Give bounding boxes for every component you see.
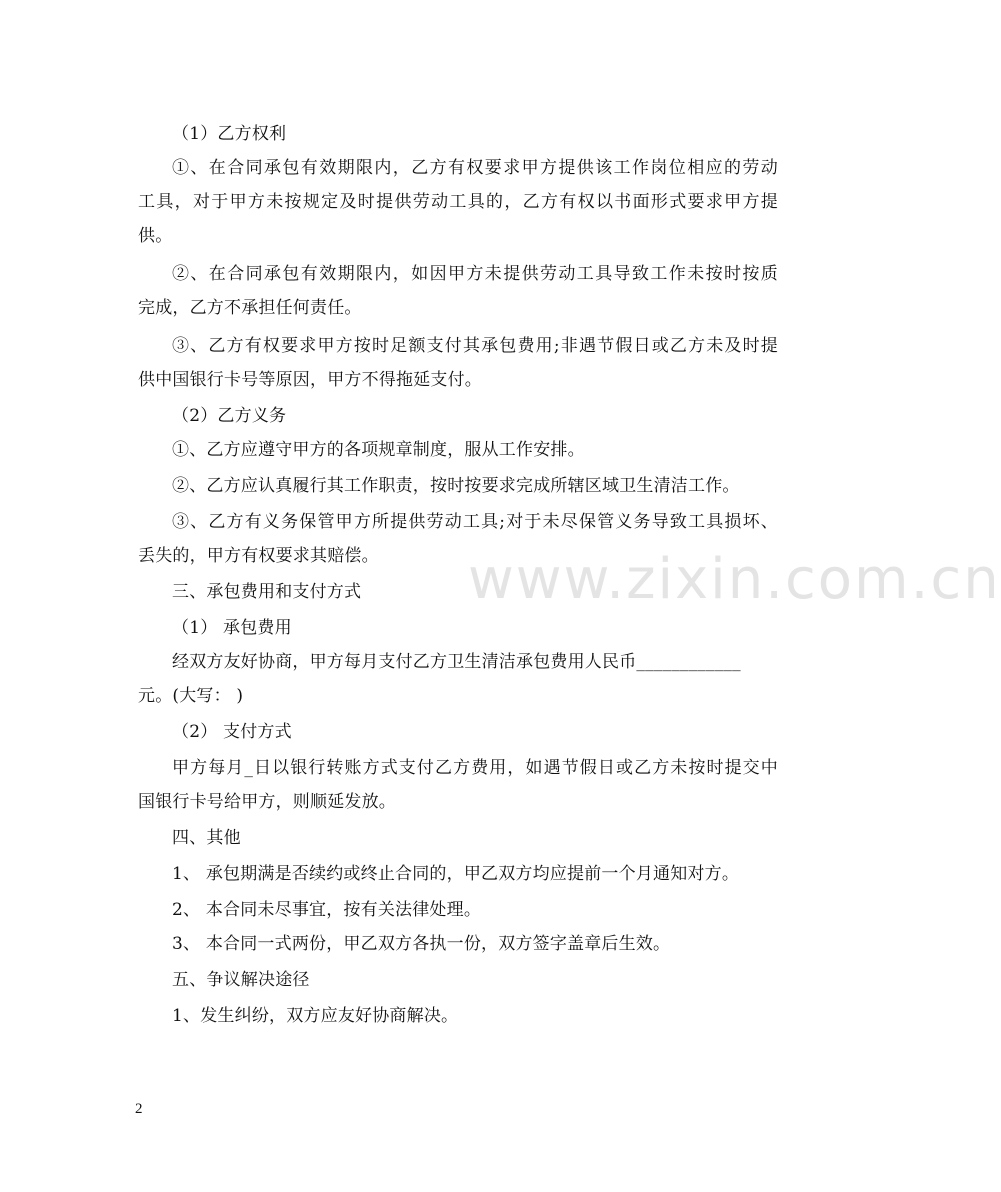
section-heading-party-b-rights: （1）乙方权利 bbox=[172, 124, 287, 144]
list-item: 1、发生纠纷，双方应友好协商解决。 bbox=[172, 1006, 459, 1026]
subsection-heading-contract-fee: （1） 承包费用 bbox=[172, 618, 292, 638]
paragraph-line: 工具，对于甲方未按规定及时提供劳动工具的，乙方有权以书面形式要求甲方提 bbox=[138, 192, 778, 212]
paragraph-line: 供。 bbox=[138, 226, 173, 246]
paragraph-line: 丢失的，甲方有权要求其赔偿。 bbox=[138, 546, 379, 566]
paragraph-line: 完成，乙方不承担任何责任。 bbox=[138, 298, 362, 318]
paragraph-line: 甲方每月_日以银行转账方式支付乙方费用，如遇节假日或乙方未按时提交中 bbox=[172, 758, 778, 778]
watermark: www.zixin.com.cn bbox=[468, 547, 1001, 612]
paragraph-line: ③、乙方有义务保管甲方所提供劳动工具;对于未尽保管义务导致工具损坏、 bbox=[172, 512, 778, 532]
subsection-heading-payment-method: （2） 支付方式 bbox=[172, 722, 292, 742]
page-number: 2 bbox=[135, 1101, 143, 1117]
list-item: 1、 承包期满是否续约或终止合同的，甲乙双方均应提前一个月通知对方。 bbox=[172, 864, 740, 884]
paragraph-line: ③、乙方有权要求甲方按时足额支付其承包费用;非遇节假日或乙方未及时提 bbox=[172, 336, 778, 356]
list-item: 2、 本合同未尽事宜，按有关法律处理。 bbox=[172, 900, 482, 920]
paragraph-line: 元。(大写： ) bbox=[138, 686, 244, 706]
paragraph-line: ②、在合同承包有效期限内，如因甲方未提供劳动工具导致工作未按时按质 bbox=[172, 264, 778, 284]
section-heading-party-b-obligations: （2）乙方义务 bbox=[172, 406, 287, 426]
paragraph-line: ①、乙方应遵守甲方的各项规章制度，服从工作安排。 bbox=[172, 440, 585, 460]
paragraph-line: 供中国银行卡号等原因，甲方不得拖延支付。 bbox=[138, 370, 482, 390]
paragraph-line: 国银行卡号给甲方，则顺延发放。 bbox=[138, 792, 396, 812]
paragraph-line: 经双方友好协商，甲方每月支付乙方卫生清洁承包费用人民币____________ bbox=[172, 652, 741, 672]
section-heading-fees-and-payment: 三、承包费用和支付方式 bbox=[172, 582, 362, 602]
paragraph-line: ①、在合同承包有效期限内，乙方有权要求甲方提供该工作岗位相应的劳动 bbox=[172, 158, 778, 178]
list-item: 3、 本合同一式两份，甲乙双方各执一份，双方签字盖章后生效。 bbox=[172, 934, 671, 954]
paragraph-line: ②、乙方应认真履行其工作职责，按时按要求完成所辖区域卫生清洁工作。 bbox=[172, 476, 740, 496]
section-heading-dispute-resolution: 五、争议解决途径 bbox=[172, 970, 310, 990]
section-heading-other: 四、其他 bbox=[172, 828, 241, 848]
